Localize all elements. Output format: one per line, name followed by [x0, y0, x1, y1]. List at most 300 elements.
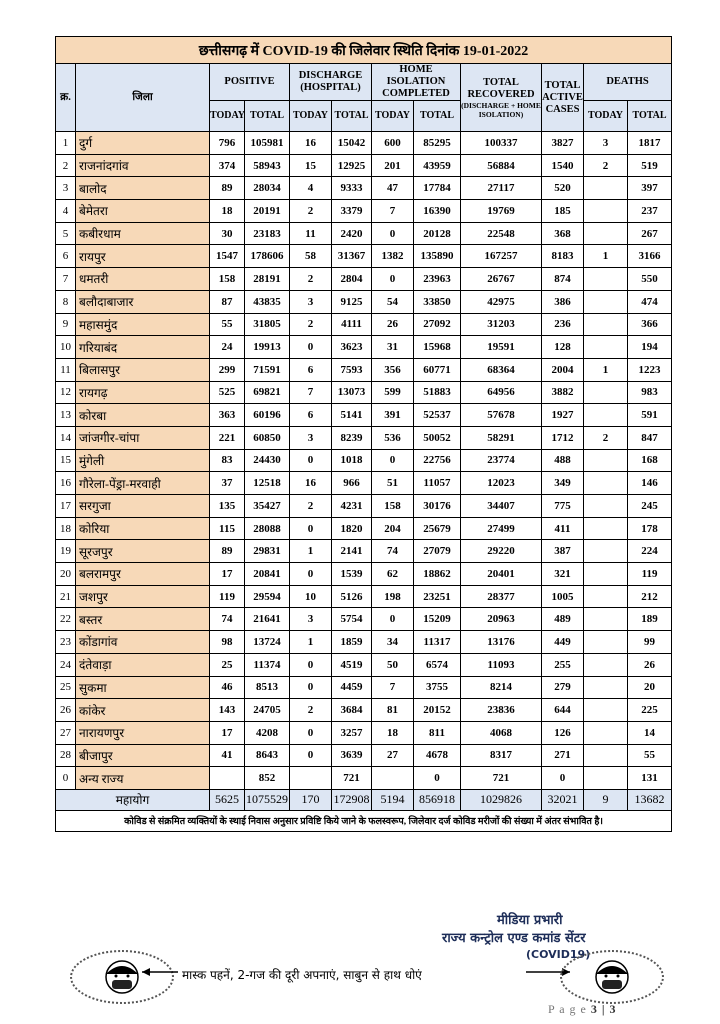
value-cell: 20401: [461, 563, 542, 586]
district-cell: दंतेवाड़ा: [76, 653, 210, 676]
value-cell: 4068: [461, 721, 542, 744]
value-cell: 68364: [461, 358, 542, 381]
value-cell: 58943: [245, 154, 290, 177]
value-cell: 24: [210, 336, 245, 359]
value-cell: 128: [542, 336, 584, 359]
value-cell: 23251: [414, 585, 461, 608]
value-cell: [584, 744, 628, 767]
value-cell: 1817: [628, 132, 672, 155]
value-cell: 158: [210, 268, 245, 291]
value-cell: 34: [372, 631, 414, 654]
serial-cell: 16: [56, 472, 76, 495]
value-cell: 198: [372, 585, 414, 608]
value-cell: 178: [628, 517, 672, 540]
district-cell: सुकमा: [76, 676, 210, 699]
value-cell: 2804: [332, 268, 372, 291]
value-cell: 11: [290, 222, 332, 245]
header-home-today: TODAY: [372, 101, 414, 132]
table-row: [56, 449, 672, 472]
value-cell: 28088: [245, 517, 290, 540]
value-cell: 18: [372, 721, 414, 744]
value-cell: [584, 631, 628, 654]
value-cell: 3684: [332, 699, 372, 722]
value-cell: 4208: [245, 721, 290, 744]
value-cell: 89: [210, 540, 245, 563]
value-cell: 20128: [414, 222, 461, 245]
value-cell: 24705: [245, 699, 290, 722]
value-cell: 224: [628, 540, 672, 563]
value-cell: 966: [332, 472, 372, 495]
total-cell: 1075529: [245, 789, 290, 810]
value-cell: 25: [210, 653, 245, 676]
header-positive-today: TODAY: [210, 101, 245, 132]
value-cell: 189: [628, 608, 672, 631]
value-cell: 8183: [542, 245, 584, 268]
value-cell: 0: [372, 449, 414, 472]
value-cell: 591: [628, 404, 672, 427]
value-cell: [584, 540, 628, 563]
value-cell: 811: [414, 721, 461, 744]
district-cell: बीजापुर: [76, 744, 210, 767]
table-row: [56, 290, 672, 313]
total-cell: 170: [290, 789, 332, 810]
value-cell: 1712: [542, 426, 584, 449]
total-cell: 5625: [210, 789, 245, 810]
value-cell: 14: [628, 721, 672, 744]
table-row: [56, 517, 672, 540]
value-cell: 43959: [414, 154, 461, 177]
value-cell: 30176: [414, 495, 461, 518]
value-cell: 366: [628, 313, 672, 336]
value-cell: 56884: [461, 154, 542, 177]
value-cell: 11057: [414, 472, 461, 495]
value-cell: 267: [628, 222, 672, 245]
media-incharge: मीडिया प्रभारी: [497, 913, 563, 928]
value-cell: 29594: [245, 585, 290, 608]
value-cell: 204: [372, 517, 414, 540]
table-row: [56, 744, 672, 767]
value-cell: 236: [542, 313, 584, 336]
value-cell: 4: [290, 177, 332, 200]
value-cell: 12518: [245, 472, 290, 495]
value-cell: 85295: [414, 132, 461, 155]
value-cell: [584, 222, 628, 245]
value-cell: 58: [290, 245, 332, 268]
district-cell: महासमुंद: [76, 313, 210, 336]
district-cell: रायगढ़: [76, 381, 210, 404]
value-cell: 8317: [461, 744, 542, 767]
value-cell: 19769: [461, 200, 542, 223]
table-body: [56, 132, 672, 790]
value-cell: 20963: [461, 608, 542, 631]
serial-cell: 0: [56, 767, 76, 790]
value-cell: 3: [290, 608, 332, 631]
value-cell: 15209: [414, 608, 461, 631]
header-sn: क्र.: [56, 64, 76, 132]
value-cell: 1: [584, 245, 628, 268]
serial-cell: 17: [56, 495, 76, 518]
value-cell: 852: [245, 767, 290, 790]
value-cell: 35427: [245, 495, 290, 518]
value-cell: 1: [584, 358, 628, 381]
value-cell: 449: [542, 631, 584, 654]
value-cell: 212: [628, 585, 672, 608]
value-cell: 194: [628, 336, 672, 359]
value-cell: 23183: [245, 222, 290, 245]
table-row: [56, 767, 672, 790]
value-cell: 115: [210, 517, 245, 540]
value-cell: [584, 336, 628, 359]
value-cell: 42975: [461, 290, 542, 313]
value-cell: 255: [542, 653, 584, 676]
table-row: [56, 177, 672, 200]
serial-cell: 9: [56, 313, 76, 336]
district-cell: मुंगेली: [76, 449, 210, 472]
value-cell: 20191: [245, 200, 290, 223]
serial-cell: 22: [56, 608, 76, 631]
serial-cell: 2: [56, 154, 76, 177]
value-cell: 6: [290, 358, 332, 381]
value-cell: 16: [290, 472, 332, 495]
value-cell: 17: [210, 721, 245, 744]
district-cell: अन्य राज्य: [76, 767, 210, 790]
district-cell: बस्तर: [76, 608, 210, 631]
serial-cell: 1: [56, 132, 76, 155]
total-cell: 32021: [542, 789, 584, 810]
value-cell: 1018: [332, 449, 372, 472]
value-cell: 126: [542, 721, 584, 744]
value-cell: 0: [414, 767, 461, 790]
value-cell: 2: [290, 495, 332, 518]
value-cell: 19591: [461, 336, 542, 359]
value-cell: 536: [372, 426, 414, 449]
value-cell: 2: [584, 154, 628, 177]
value-cell: 1382: [372, 245, 414, 268]
value-cell: 3882: [542, 381, 584, 404]
serial-cell: 13: [56, 404, 76, 427]
value-cell: 60771: [414, 358, 461, 381]
value-cell: 397: [628, 177, 672, 200]
value-cell: 131: [628, 767, 672, 790]
value-cell: 0: [290, 744, 332, 767]
district-cell: जशपुर: [76, 585, 210, 608]
value-cell: 3827: [542, 132, 584, 155]
value-cell: 20152: [414, 699, 461, 722]
value-cell: 356: [372, 358, 414, 381]
value-cell: 24430: [245, 449, 290, 472]
district-cell: जांजगीर-चांपा: [76, 426, 210, 449]
value-cell: 1005: [542, 585, 584, 608]
district-cell: गौरेला-पेंड्रा-मरवाही: [76, 472, 210, 495]
value-cell: [372, 767, 414, 790]
value-cell: 28034: [245, 177, 290, 200]
value-cell: 26: [372, 313, 414, 336]
serial-cell: 6: [56, 245, 76, 268]
value-cell: [290, 767, 332, 790]
value-cell: 146: [628, 472, 672, 495]
district-table-container: [55, 36, 671, 832]
header-discharge-total: TOTAL: [332, 101, 372, 132]
value-cell: 3639: [332, 744, 372, 767]
district-cell: सरगुजा: [76, 495, 210, 518]
table-row: [56, 653, 672, 676]
table-row: [56, 676, 672, 699]
district-cell: कबीरधाम: [76, 222, 210, 245]
value-cell: 4231: [332, 495, 372, 518]
value-cell: 1: [290, 631, 332, 654]
value-cell: 1: [290, 540, 332, 563]
total-cell: 172908: [332, 789, 372, 810]
header-active: TOTAL ACTIVE CASES: [542, 64, 584, 132]
value-cell: 25679: [414, 517, 461, 540]
value-cell: [584, 653, 628, 676]
serial-cell: 11: [56, 358, 76, 381]
table-row: [56, 268, 672, 291]
value-cell: 0: [290, 336, 332, 359]
value-cell: 5141: [332, 404, 372, 427]
table-row: [56, 313, 672, 336]
value-cell: [584, 290, 628, 313]
total-cell: 13682: [628, 789, 672, 810]
table-row: [56, 404, 672, 427]
value-cell: 19913: [245, 336, 290, 359]
serial-cell: 20: [56, 563, 76, 586]
value-cell: 245: [628, 495, 672, 518]
value-cell: 47: [372, 177, 414, 200]
district-cell: नारायणपुर: [76, 721, 210, 744]
table-row: [56, 154, 672, 177]
value-cell: 26767: [461, 268, 542, 291]
value-cell: 0: [290, 449, 332, 472]
value-cell: 0: [290, 721, 332, 744]
value-cell: 22548: [461, 222, 542, 245]
serial-cell: 21: [56, 585, 76, 608]
value-cell: 12925: [332, 154, 372, 177]
command-center: राज्य कन्ट्रोल एण्ड कमांड सेंटर: [442, 931, 586, 946]
value-cell: 368: [542, 222, 584, 245]
value-cell: 17784: [414, 177, 461, 200]
value-cell: 58291: [461, 426, 542, 449]
value-cell: 796: [210, 132, 245, 155]
value-cell: 13176: [461, 631, 542, 654]
table-row: [56, 245, 672, 268]
value-cell: 0: [290, 563, 332, 586]
total-recovered-note: (DISCHARGE + HOME ISOLATION): [461, 100, 541, 119]
value-cell: 489: [542, 608, 584, 631]
value-cell: 237: [628, 200, 672, 223]
value-cell: 26: [628, 653, 672, 676]
value-cell: 89: [210, 177, 245, 200]
value-cell: 1859: [332, 631, 372, 654]
serial-cell: 10: [56, 336, 76, 359]
serial-cell: 12: [56, 381, 76, 404]
table-row: [56, 472, 672, 495]
header-discharge: DISCHARGE (HOSPITAL): [290, 64, 372, 101]
value-cell: 644: [542, 699, 584, 722]
header-district: जिला: [76, 64, 210, 132]
table-row: [56, 540, 672, 563]
table-row: [56, 585, 672, 608]
value-cell: 525: [210, 381, 245, 404]
value-cell: 10: [290, 585, 332, 608]
value-cell: 29831: [245, 540, 290, 563]
value-cell: 50052: [414, 426, 461, 449]
value-cell: 1539: [332, 563, 372, 586]
value-cell: 2: [290, 699, 332, 722]
value-cell: 168: [628, 449, 672, 472]
table-row: [56, 200, 672, 223]
value-cell: 3: [290, 426, 332, 449]
value-cell: 6574: [414, 653, 461, 676]
value-cell: 23963: [414, 268, 461, 291]
table-row: [56, 495, 672, 518]
value-cell: 11374: [245, 653, 290, 676]
district-cell: कोरबा: [76, 404, 210, 427]
value-cell: 105981: [245, 132, 290, 155]
serial-cell: 25: [56, 676, 76, 699]
value-cell: 51: [372, 472, 414, 495]
value-cell: 158: [372, 495, 414, 518]
value-cell: 143: [210, 699, 245, 722]
value-cell: 31805: [245, 313, 290, 336]
value-cell: 119: [628, 563, 672, 586]
serial-cell: 4: [56, 200, 76, 223]
value-cell: 0: [372, 222, 414, 245]
value-cell: 11093: [461, 653, 542, 676]
value-cell: 349: [542, 472, 584, 495]
header-home-total: TOTAL: [414, 101, 461, 132]
value-cell: 46: [210, 676, 245, 699]
value-cell: 0: [372, 268, 414, 291]
mask-face-left-icon: [70, 950, 174, 1004]
value-cell: 1547: [210, 245, 245, 268]
value-cell: 2004: [542, 358, 584, 381]
table-row: [56, 381, 672, 404]
value-cell: 33850: [414, 290, 461, 313]
value-cell: 98: [210, 631, 245, 654]
value-cell: 7: [290, 381, 332, 404]
value-cell: 28377: [461, 585, 542, 608]
value-cell: 99: [628, 631, 672, 654]
header-deaths-total: TOTAL: [628, 101, 672, 132]
value-cell: 71591: [245, 358, 290, 381]
value-cell: 3: [584, 132, 628, 155]
value-cell: 62: [372, 563, 414, 586]
value-cell: 386: [542, 290, 584, 313]
value-cell: 23836: [461, 699, 542, 722]
value-cell: 23774: [461, 449, 542, 472]
covid-label: (COVID19): [526, 948, 591, 961]
value-cell: 391: [372, 404, 414, 427]
value-cell: 50: [372, 653, 414, 676]
value-cell: 21641: [245, 608, 290, 631]
value-cell: 0: [542, 767, 584, 790]
value-cell: 31: [372, 336, 414, 359]
district-cell: बेमेतरा: [76, 200, 210, 223]
value-cell: 3: [290, 290, 332, 313]
value-cell: 27499: [461, 517, 542, 540]
serial-cell: 23: [56, 631, 76, 654]
district-cell: सूरजपुर: [76, 540, 210, 563]
serial-cell: 18: [56, 517, 76, 540]
value-cell: 2: [290, 200, 332, 223]
value-cell: 4459: [332, 676, 372, 699]
value-cell: 64956: [461, 381, 542, 404]
total-recovered-label: TOTAL RECOVERED: [467, 76, 535, 100]
value-cell: 15042: [332, 132, 372, 155]
value-cell: 0: [290, 676, 332, 699]
value-cell: 52537: [414, 404, 461, 427]
value-cell: 18: [210, 200, 245, 223]
value-cell: 7: [372, 676, 414, 699]
value-cell: 135: [210, 495, 245, 518]
value-cell: 167257: [461, 245, 542, 268]
value-cell: [584, 268, 628, 291]
value-cell: 3755: [414, 676, 461, 699]
value-cell: [584, 585, 628, 608]
serial-cell: 28: [56, 744, 76, 767]
district-cell: दुर्ग: [76, 132, 210, 155]
value-cell: 983: [628, 381, 672, 404]
district-cell: कांकेर: [76, 699, 210, 722]
value-cell: 30: [210, 222, 245, 245]
value-cell: 387: [542, 540, 584, 563]
header-positive: POSITIVE: [210, 64, 290, 101]
value-cell: 0: [290, 517, 332, 540]
table-row: [56, 608, 672, 631]
value-cell: 1540: [542, 154, 584, 177]
serial-cell: 3: [56, 177, 76, 200]
value-cell: 11317: [414, 631, 461, 654]
value-cell: 2420: [332, 222, 372, 245]
value-cell: 221: [210, 426, 245, 449]
serial-cell: 7: [56, 268, 76, 291]
header-discharge-today: TODAY: [290, 101, 332, 132]
value-cell: 5754: [332, 608, 372, 631]
footnote: कोविड से संक्रमित व्यक्तियों के स्थाई निवास अनुसार प्रविष्टि किये जाने के फलस्वरूप, जिलेवार दर्ज कोविड मरीजों की संख्या में अंतर संभावित है।: [56, 810, 672, 831]
value-cell: 55: [210, 313, 245, 336]
value-cell: 488: [542, 449, 584, 472]
header-positive-total: TOTAL: [245, 101, 290, 132]
value-cell: [584, 449, 628, 472]
value-cell: 3257: [332, 721, 372, 744]
total-cell: 9: [584, 789, 628, 810]
value-cell: 6: [290, 404, 332, 427]
value-cell: 2: [290, 313, 332, 336]
table-row: [56, 426, 672, 449]
total-cell: 5194: [372, 789, 414, 810]
value-cell: 16390: [414, 200, 461, 223]
value-cell: [584, 472, 628, 495]
value-cell: 57678: [461, 404, 542, 427]
value-cell: 20841: [245, 563, 290, 586]
district-cell: गरियाबंद: [76, 336, 210, 359]
value-cell: 15968: [414, 336, 461, 359]
value-cell: 3379: [332, 200, 372, 223]
header-deaths-today: TODAY: [584, 101, 628, 132]
value-cell: 27079: [414, 540, 461, 563]
value-cell: 0: [372, 608, 414, 631]
mask-face-right-icon: [560, 950, 664, 1004]
value-cell: 81: [372, 699, 414, 722]
value-cell: 31367: [332, 245, 372, 268]
value-cell: 87: [210, 290, 245, 313]
value-cell: 7: [372, 200, 414, 223]
value-cell: 5126: [332, 585, 372, 608]
value-cell: 201: [372, 154, 414, 177]
value-cell: 550: [628, 268, 672, 291]
value-cell: [584, 767, 628, 790]
